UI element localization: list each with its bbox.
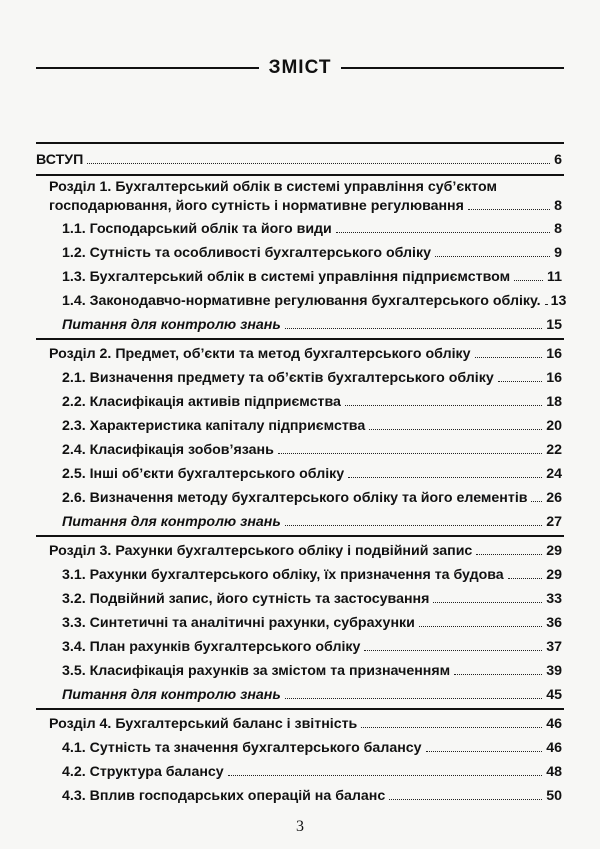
toc-entry[interactable] [0,762,600,782]
toc-entry-label: 2.6. Визначення методу бухгалтерського обліку та його елементів [62,490,528,506]
toc-entry-label: 2.4. Класифікація зобов’язань [62,442,274,458]
toc-entry-page: 18 [546,394,562,410]
section-title-line2: господарювання, його сутність і нормативне регулювання [49,198,464,214]
leader-dots [468,209,550,210]
leader-dots [336,232,550,233]
toc-section-4[interactable] [0,714,600,734]
toc-entry-label: 3.1. Рахунки бухгалтерського обліку, їх призначення та будова [62,567,504,583]
toc-entry[interactable] [0,589,600,609]
leader-dots [285,525,542,526]
toc-entry-label: 4.1. Сутність та значення бухгалтерського балансу [62,740,422,756]
leader-dots [545,304,547,305]
title-row [36,52,564,84]
toc-entry-page: 15 [546,317,562,333]
leader-dots [419,626,542,627]
toc-entry-page: 16 [546,346,562,362]
toc-entry-questions[interactable] [0,315,600,335]
section-title: Розділ 2. Предмет, об’єкти та метод бухгалтерського обліку [49,346,471,362]
toc-entry-label: 1.2. Сутність та особливості бухгалтерського обліку [62,245,431,261]
toc-entry-label: Питання для контролю знань [62,687,281,703]
title-rule-right [341,67,564,69]
toc-entry-page: 11 [547,269,562,285]
divider [36,708,564,710]
toc-entry-label: 1.4. Законодавчо-нормативне регулювання бухгалтерського обліку. [62,293,541,309]
toc-entry[interactable] [0,243,600,263]
divider [36,338,564,340]
toc-entry-label: ВСТУП [36,152,84,168]
toc-entry-page: 45 [546,687,562,703]
section-title: Розділ 4. Бухгалтерський баланс і звітність [49,716,358,732]
toc-entry[interactable] [0,291,600,311]
leader-dots [475,357,543,358]
toc-entry-page: 16 [546,370,562,386]
toc-entry-page: 8 [554,198,562,214]
toc-entry-label: Питання для контролю знань [62,317,281,333]
toc-entry-page: 37 [546,639,562,655]
toc-entry-label: 3.5. Класифікація рахунків за змістом та призначенням [62,663,451,679]
toc-entry-label: Питання для контролю знань [62,514,281,530]
toc-entry-page: 24 [546,466,562,482]
page-number: 3 [296,818,304,835]
divider [36,535,564,537]
toc-entry-label: 2.2. Класифікація активів підприємства [62,394,341,410]
toc-entry[interactable] [0,416,600,436]
leader-dots [345,405,542,406]
toc-entry-page: 9 [554,245,562,261]
leader-dots [508,578,543,579]
toc-entry[interactable] [0,738,600,758]
toc-entry[interactable] [0,613,600,633]
toc-entry[interactable] [0,786,600,806]
toc-entry-label: 2.5. Інші об’єкти бухгалтерського обліку [62,466,345,482]
toc-entry[interactable] [0,661,600,681]
title-rule-left [36,67,259,69]
toc-section-2[interactable] [0,344,600,364]
toc-entry[interactable] [0,488,600,508]
toc-entry-page: 39 [546,663,562,679]
leader-dots [426,751,543,752]
leader-dots [454,674,542,675]
toc-entry-page: 46 [546,740,562,756]
toc-entry-page: 48 [546,764,562,780]
toc-entry-page: 33 [546,591,562,607]
divider [36,174,564,176]
leader-dots [228,775,543,776]
leader-dots [364,650,542,651]
section-title-line1: Розділ 1. Бухгалтерський облік в системі управління суб’єктом [49,179,497,195]
leader-dots [369,429,542,430]
toc-entry-label: 4.3. Вплив господарських операцій на баланс [62,788,386,804]
toc-entry-label: 1.3. Бухгалтерський облік в системі управління підприємством [62,269,511,285]
leader-dots [433,602,542,603]
toc-entry-page: 6 [554,152,562,168]
leader-dots [435,256,550,257]
section-title: Розділ 3. Рахунки бухгалтерського обліку і подвійний запис [49,543,473,559]
leader-dots [476,554,542,555]
toc-entry[interactable] [0,219,600,239]
leader-dots [348,477,542,478]
toc-entry[interactable] [0,368,600,388]
divider [36,142,564,144]
toc-entry-page: 50 [546,788,562,804]
leader-dots [514,280,543,281]
toc-entry-page: 20 [546,418,562,434]
leader-dots [87,163,550,164]
toc-entry-page: 22 [546,442,562,458]
leader-dots [389,799,542,800]
toc-entry-page: 27 [546,514,562,530]
leader-dots [498,381,543,382]
toc-entry[interactable] [0,267,600,287]
toc-entry[interactable] [0,637,600,657]
leader-dots [531,501,542,502]
toc-entry-intro[interactable] [0,150,600,170]
toc-entry-page: 29 [546,543,562,559]
toc-entry[interactable] [0,565,600,585]
toc-entry-page: 46 [546,716,562,732]
toc-entry-page: 13 [550,293,567,309]
toc-section-3[interactable] [0,541,600,561]
toc-entry-page: 26 [546,490,562,506]
toc-entry[interactable] [0,464,600,484]
toc-entry-page: 8 [554,221,562,237]
leader-dots [285,328,542,329]
toc-entry-label: 3.3. Синтетичні та аналітичні рахунки, субрахунки [62,615,415,631]
leader-dots [361,727,542,728]
leader-dots [285,698,542,699]
toc-entry-label: 3.4. План рахунків бухгалтерського обліку [62,639,361,655]
page-title: ЗМІСТ [268,57,332,78]
toc-entry-label: 3.2. Подвійний запис, його сутність та застосування [62,591,430,607]
toc-entry[interactable] [0,440,600,460]
toc-entry-label: 4.2. Структура балансу [62,764,224,780]
toc-entry-label: 1.1. Господарський облік та його види [62,221,332,237]
toc-entry-page: 36 [546,615,562,631]
toc-entry-page: 29 [546,567,562,583]
toc-entry-questions[interactable] [0,685,600,705]
toc-entry-label: 2.1. Визначення предмету та об’єктів бухгалтерського обліку [62,370,494,386]
toc-entry-questions[interactable] [0,512,600,532]
toc-entry-label: 2.3. Характеристика капіталу підприємства [62,418,366,434]
leader-dots [278,453,542,454]
toc-entry[interactable] [0,392,600,412]
